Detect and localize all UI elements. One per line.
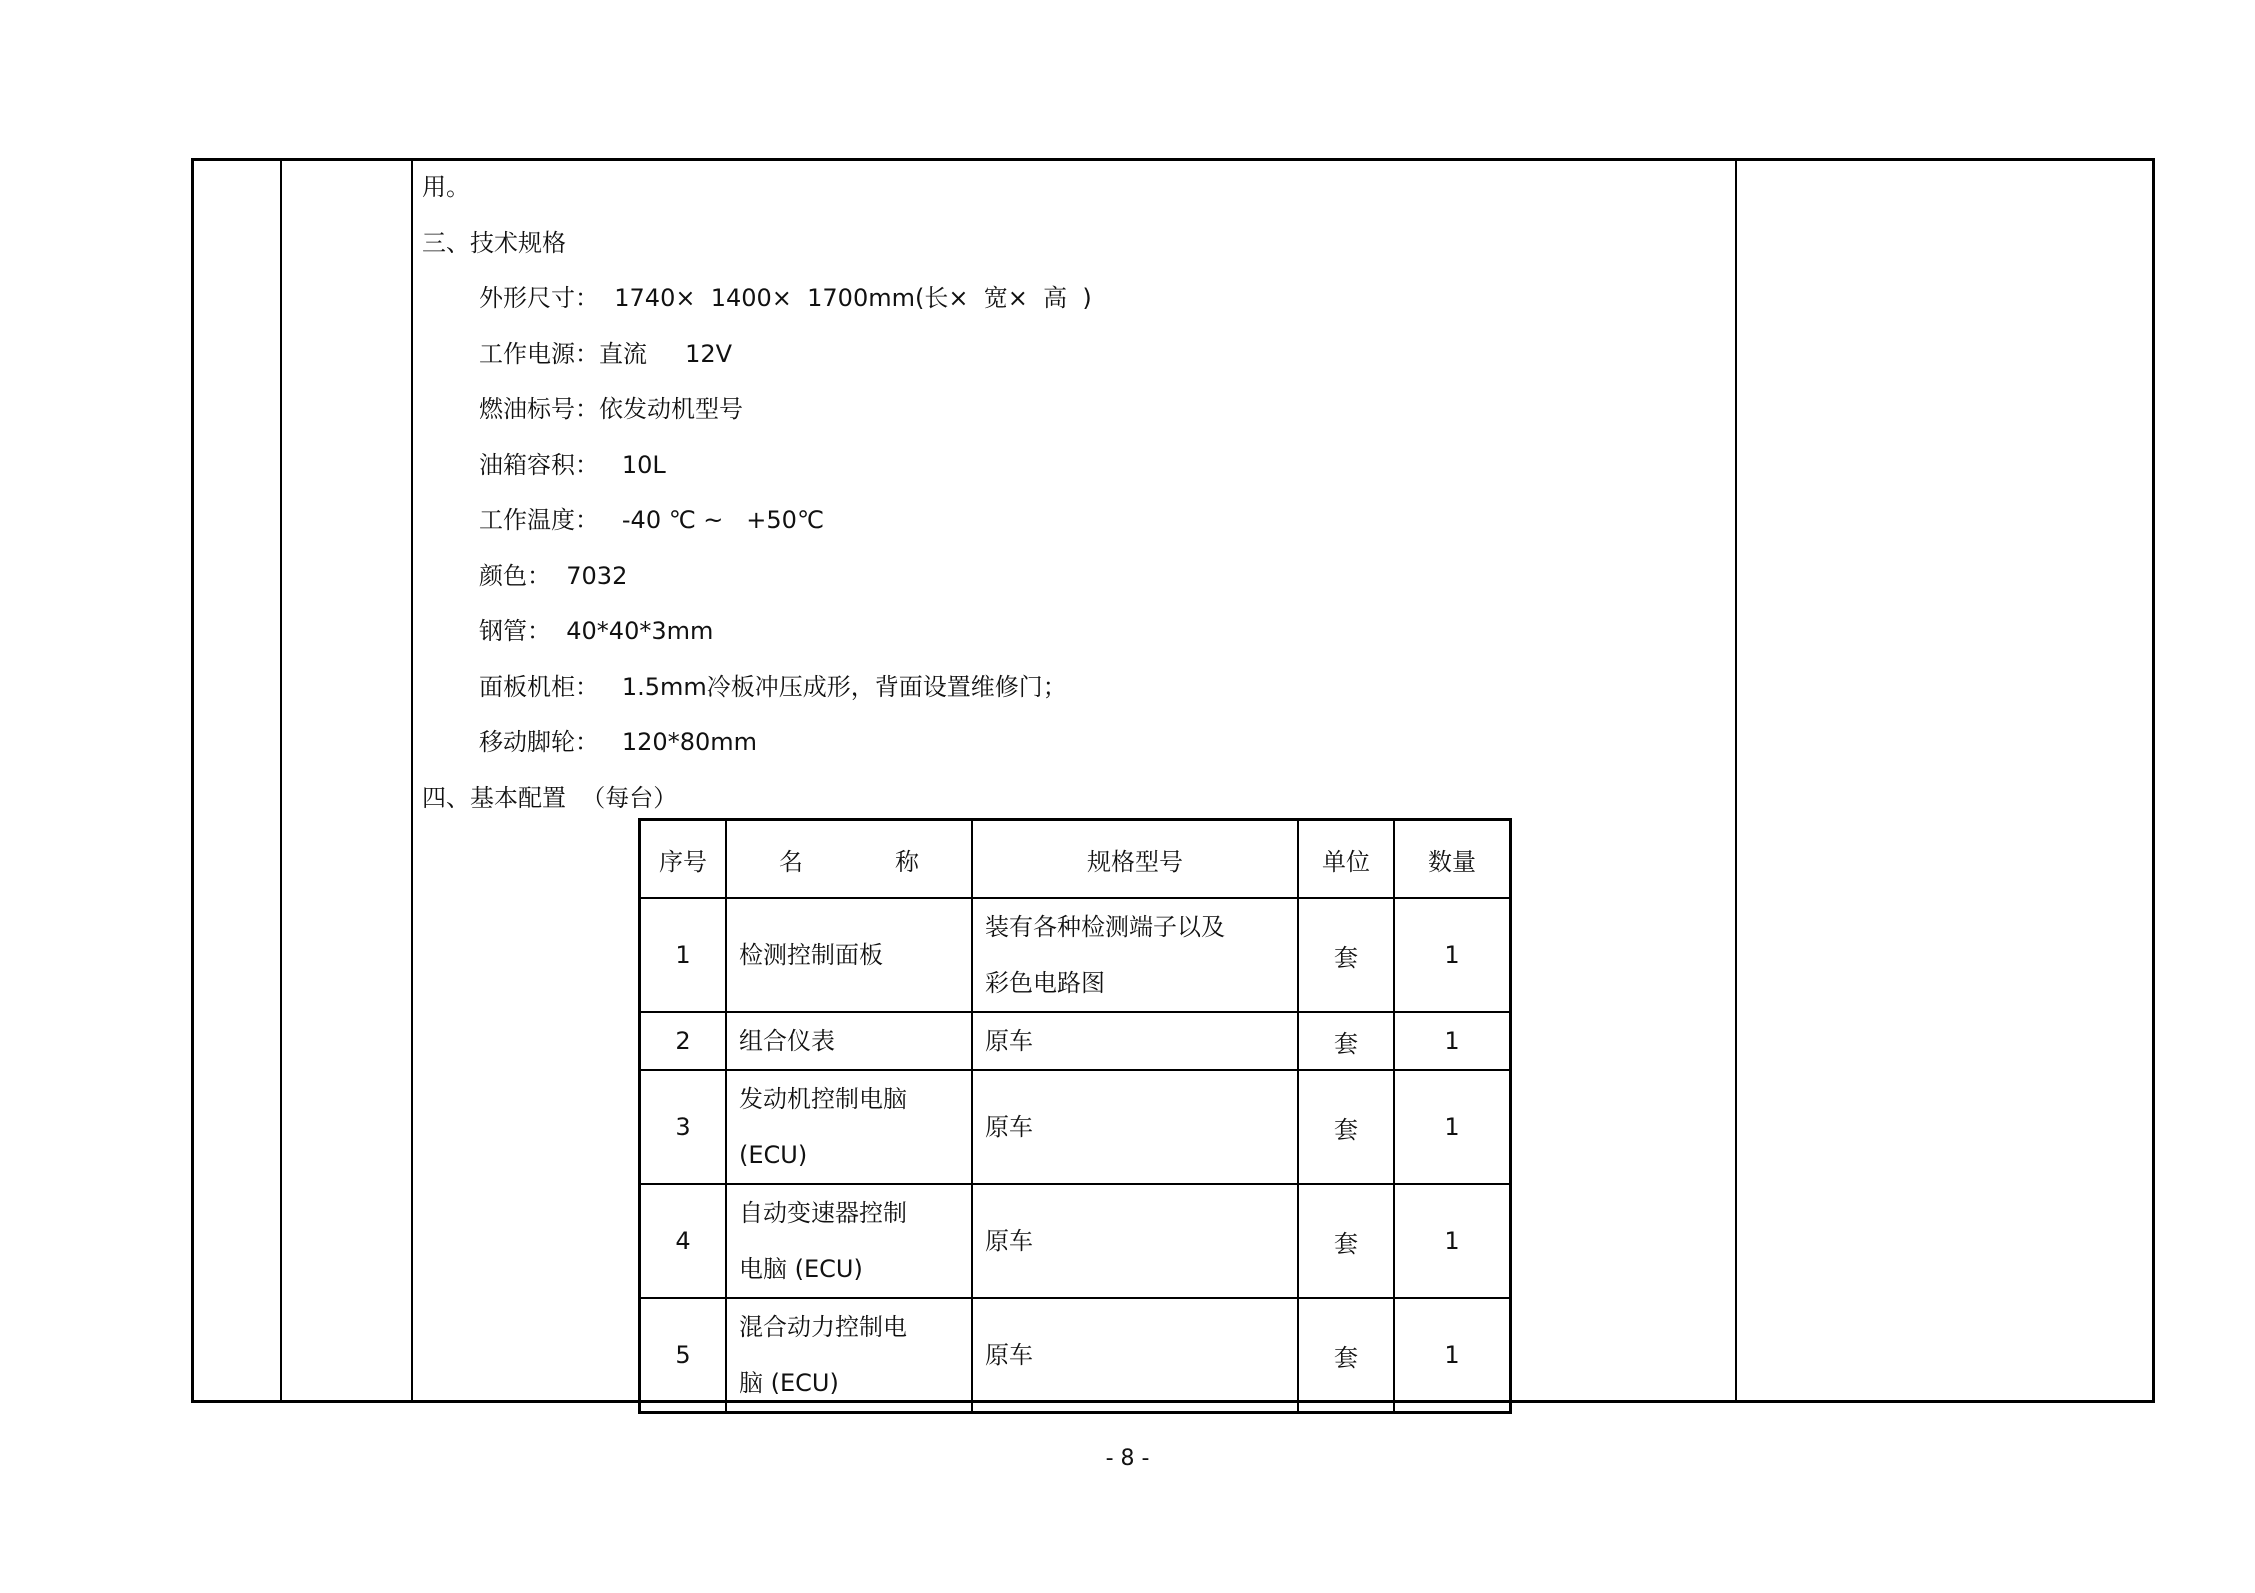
- cell-model: [972, 1298, 1298, 1413]
- cell-name: [726, 898, 972, 1012]
- spec-item: 钢管： 40*40*3mm: [479, 617, 714, 645]
- spec-item: 移动脚轮： 120*80mm: [479, 728, 757, 756]
- cell-model: [972, 1070, 1298, 1184]
- cell-name-line: 发动机控制电脑: [739, 1085, 907, 1113]
- cell-model-line: 原车: [985, 1113, 1033, 1141]
- cell-name: [726, 1070, 972, 1184]
- cell-index: 3: [640, 1070, 727, 1184]
- cell-index: 1: [640, 898, 727, 1012]
- cell-name: [726, 1298, 972, 1413]
- config-heading: 四、基本配置 （每台）: [422, 783, 678, 812]
- cell-index: 2: [640, 1012, 727, 1070]
- table-row: [640, 1012, 1511, 1070]
- cell-unit: 套: [1298, 898, 1394, 1012]
- spec-content: [422, 160, 1092, 826]
- cell-model: [972, 1184, 1298, 1298]
- header-name: [726, 820, 972, 899]
- cell-name-line: 自动变速器控制: [739, 1199, 907, 1227]
- header-qty: 数量: [1394, 820, 1511, 899]
- header-model: 规格型号: [972, 820, 1298, 899]
- cell-unit: 套: [1298, 1012, 1394, 1070]
- spec-item: 油箱容积： 10L: [479, 450, 666, 479]
- cell-name: [726, 1184, 972, 1298]
- table-row: [640, 898, 1511, 1012]
- table-row: [640, 1070, 1511, 1184]
- cell-name-line: 混合动力控制电: [739, 1313, 907, 1341]
- page-number: - 8 -: [1105, 1446, 1150, 1471]
- cell-qty: 1: [1394, 898, 1511, 1012]
- column-divider: [280, 161, 282, 1400]
- spec-item: 面板机柜： 1.5mm冷板冲压成形，背面设置维修门；: [479, 672, 1067, 701]
- cell-model-line: 装有各种检测端子以及: [985, 913, 1225, 941]
- table-header-row: [640, 820, 1511, 899]
- intro-tail-text: 用。: [422, 173, 470, 201]
- header-name-a: 名: [779, 847, 803, 876]
- column-divider: [1735, 161, 1737, 1400]
- cell-model-line: 原车: [985, 1341, 1033, 1369]
- table-row: [640, 1184, 1511, 1298]
- cell-model-line: 彩色电路图: [985, 969, 1105, 997]
- config-table: [638, 818, 1512, 1414]
- cell-unit: 套: [1298, 1184, 1394, 1298]
- cell-qty: 1: [1394, 1184, 1511, 1298]
- spec-heading: 三、技术规格: [422, 228, 566, 257]
- cell-model: [972, 1012, 1298, 1070]
- cell-model-line: 原车: [985, 1227, 1033, 1255]
- cell-index: 4: [640, 1184, 727, 1298]
- header-name-b: 称: [895, 847, 919, 876]
- cell-name: [726, 1012, 972, 1070]
- cell-unit: 套: [1298, 1298, 1394, 1413]
- cell-model-line: 原车: [985, 1027, 1033, 1055]
- table-row: [640, 1298, 1511, 1413]
- spec-item: 外形尺寸： 1740× 1400× 1700mm(长× 宽× 高 ): [479, 284, 1092, 312]
- cell-name-line: 组合仪表: [739, 1027, 835, 1055]
- spec-item: 工作电源：直流 12V: [479, 339, 733, 368]
- cell-unit: 套: [1298, 1070, 1394, 1184]
- header-unit: 单位: [1298, 820, 1394, 899]
- spec-item: 燃油标号：依发动机型号: [479, 395, 743, 423]
- cell-qty: 1: [1394, 1298, 1511, 1413]
- cell-model: [972, 898, 1298, 1012]
- cell-qty: 1: [1394, 1012, 1511, 1070]
- cell-index: 5: [640, 1298, 727, 1413]
- spec-item: 颜色： 7032: [479, 561, 628, 590]
- cell-name-line: 脑 (ECU): [739, 1369, 839, 1397]
- spec-item: 工作温度： -40 ℃ ~ +50℃: [479, 506, 824, 534]
- cell-name-line: (ECU): [739, 1141, 808, 1169]
- cell-qty: 1: [1394, 1070, 1511, 1184]
- column-divider: [411, 161, 413, 1400]
- cell-name-line: 电脑 (ECU): [739, 1255, 863, 1283]
- cell-name-line: 检测控制面板: [739, 941, 883, 969]
- header-index: 序号: [640, 820, 727, 899]
